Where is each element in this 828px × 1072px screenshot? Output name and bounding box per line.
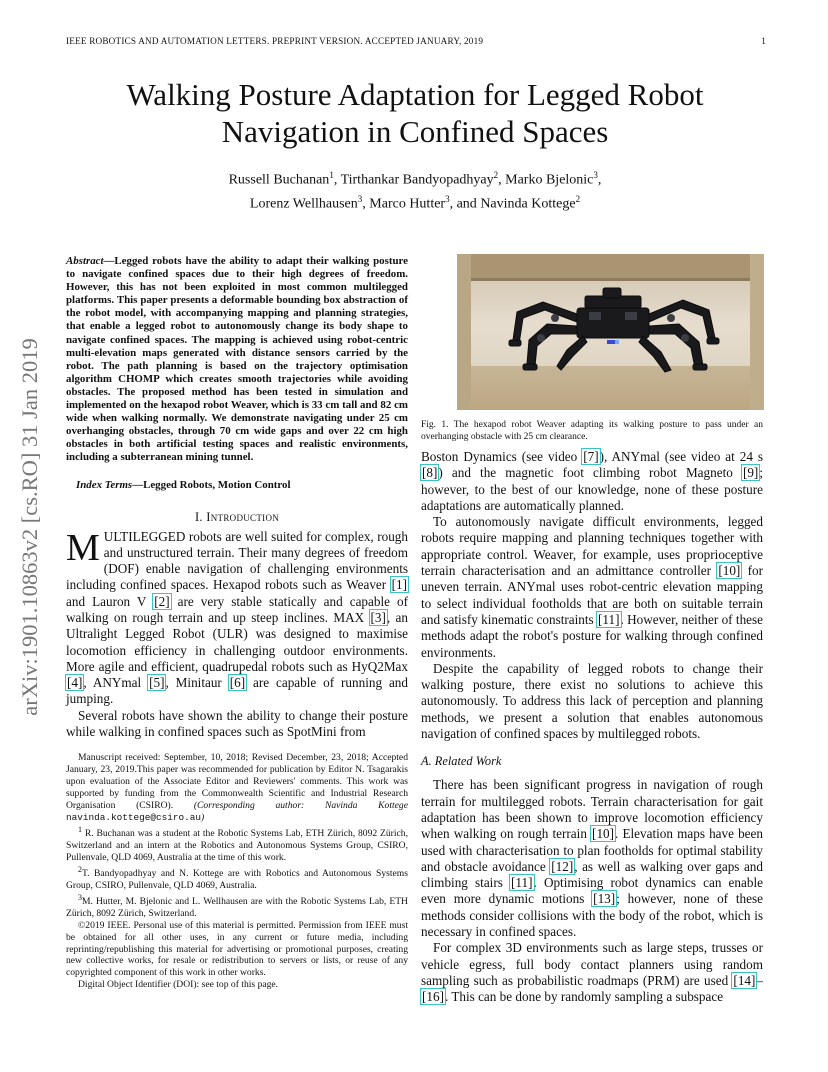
author-list: Russell Buchanan$^1$, Tirthankar Bandyopadhyay$^2$, Marko Bjelonic$^3$, Lorenz Wellhausen$^3$, Marco Hutter$^3$, and Navinda Kottege$^2$ — [228, 170, 602, 212]
text-run: are capable of running and jumping. — [66, 675, 408, 707]
text-run: , Minitaur — [165, 675, 229, 691]
index-terms-label: Index Terms — [76, 478, 133, 491]
author-name: Russell Buchanan — [228, 172, 330, 188]
text-run: For complex 3D environments such as large steps, trusses or vehicle egress, full body contact planners using random sampling such as probabilistic roadmaps (PRM) are used — [421, 940, 763, 988]
text-run: . However, neither of these methods adapt the robot's posture for walking through confined environments. — [421, 611, 763, 660]
abstract — [66, 255, 408, 465]
body-paragraph — [421, 514, 763, 661]
affiliation-mark: 2 — [493, 170, 499, 180]
section-heading-introduction — [66, 510, 408, 525]
text-run: are very stable statically and capable of walking on rough terrain and up steep inclines. MAX — [66, 593, 409, 625]
text-run: – — [756, 972, 763, 988]
citation-link[interactable]: [16] — [422, 989, 444, 1005]
text-run: . Elevation maps have been used with characterisation to plan footholds for optimal stability and obstacle avoidance — [421, 826, 763, 874]
paper-title — [80, 76, 750, 150]
copyright-note: ©2019 IEEE. Personal use of this material is permitted. Permission from IEEE must be obtained for all other uses, in any current or future media, including reprinting/republishing this material for advertising or promotional purposes, creating new collective works, for resale or redistribution to servers or lists, or reuse of any copyrighted component of this work in other works. — [66, 919, 408, 979]
affiliation-mark: 3 — [593, 170, 598, 180]
affiliation-mark: 3 — [357, 193, 363, 204]
author-name: Tirthankar Bandyopadhyay — [340, 172, 494, 188]
text-run: ) and the magnetic foot climbing robot Magneto — [438, 465, 742, 481]
page-number: 1 — [761, 36, 766, 46]
citation-link[interactable]: [13] — [593, 891, 616, 907]
doi-note: Digital Object Identifier (DOI): see top of this page. — [78, 979, 279, 991]
figure-caption: Fig. 1. The hexapod robot Weaver adapting its walking posture to pass under an overhanging obstacle with 25 cm clearance. — [421, 420, 763, 442]
affiliation-mark: 1 — [329, 170, 334, 180]
left-column — [66, 255, 408, 991]
text-run: , as well as walking over gaps and climbing stairs — [421, 858, 763, 891]
body-paragraph — [421, 449, 763, 514]
text-run: There has been significant progress in navigation of rough terrain for multilegged robots. Terrain characterisation for gait adaptation has been shown to improve locomotion efficiency when walking on rough terrain — [421, 777, 763, 842]
citation-link[interactable]: [10] — [718, 563, 741, 579]
text-run: and Lauron V — [66, 593, 154, 609]
text-run: M. Hutter, M. Bjelonic and L. Wellhausen are with the Robotic Systems Lab, ETH Zürich, 8092 Zürich, Switzerland. — [66, 895, 408, 919]
subsection-heading-related-work: A. Related Work — [421, 754, 502, 769]
footnotes — [66, 752, 408, 991]
text-run: ; however, none of these methods consider collisions with the body of the robot, which is necessary in confined spaces. — [421, 891, 763, 940]
contact-email[interactable]: navinda.kottege@csiro.au — [66, 811, 202, 823]
text-run: To autonomously navigate difficult environments, legged robots require mapping and planning techniques together with appropriate control. Weaver, for example, uses proprioceptive terrain characterisation and an admittance controller — [421, 514, 763, 579]
abstract-text: —Legged robots have the ability to adapt their walking posture to navigate confined spaces due to their high degrees of freedom. However, this has not been exploited in most common multilegged platforms. This paper presents a deformable bounding box abstraction of the robot model, with accompanying mapping and planning strategies, that enable a legged robot to autonomously change its body shape to navigate confined spaces. The mapping is achieved using robot-centric multi-elevation maps generated with distance sensors carried by the robot. The path planning is based on the trajectory optimisation algorithm CHOMP which creates smooth trajectories while avoiding obstacles. The proposed method has been tested in simulation and implemented on the hexapod robot Weaver, which is 33 cm tall and 82 cm wide when walking normally. We demonstrate navigating under 25 cm overhanging obstacles, through 70 cm wide gaps and over 22 cm high obstacles in both artificial testing spaces and realistic environments, including a subterranean mining tunnel. — [66, 255, 408, 464]
abstract-label: Abstract — [66, 255, 104, 267]
body-paragraph: Despite the capability of legged robots to change their walking posture, there exist no solutions to achieve this autonomously. To address this lack of perception and planning methods, we present a solution that enables autonomous navigation of confined spaces by multilegged robots. — [421, 660, 763, 742]
citation-link[interactable]: [10] — [592, 826, 615, 842]
figure-1 — [457, 254, 795, 410]
section-number: I. — [194, 509, 207, 524]
citation-link[interactable]: [8] — [422, 465, 438, 481]
affiliation-footnote — [66, 864, 408, 892]
drop-cap: M — [66, 526, 100, 569]
section-title: Introduction — [206, 509, 280, 524]
robot-photo — [457, 254, 764, 410]
citation-link[interactable]: [12] — [551, 858, 574, 874]
citation-link[interactable]: [2] — [154, 593, 170, 609]
text-run: ; however, to the best of our knowledge, none of these posture adaptations are automatically planned. — [421, 465, 763, 513]
author-name: Navinda Kottege — [480, 196, 576, 212]
citation-link[interactable]: [11] — [598, 611, 620, 627]
affiliation-footnote — [66, 824, 408, 864]
text-run: ULTILEGGED robots are well suited for complex, rough and unstructured terrain. Their many degrees of freedom (DOF) enable navigation of challenging environments including confined spaces. Hexapod robots such as Weaver — [66, 528, 408, 593]
title-line-2: Navigation in Confined Spaces — [221, 114, 609, 149]
running-head — [66, 36, 766, 50]
citation-link[interactable]: [3] — [370, 609, 386, 625]
citation-link[interactable]: [6] — [229, 675, 246, 691]
author-name: Lorenz Wellhausen — [249, 196, 358, 212]
journal-header: IEEE ROBOTICS AND AUTOMATION LETTERS. PREPRINT VERSION. ACCEPTED JANUARY, 2019 — [66, 36, 484, 46]
index-terms — [76, 479, 408, 492]
citation-link[interactable]: [14] — [733, 972, 756, 988]
manuscript-note — [66, 752, 408, 823]
hexapod-robot-image — [457, 254, 764, 410]
title-line-1: Walking Posture Adaptation for Legged Robot — [126, 77, 704, 112]
text-run: Boston Dynamics (see video — [421, 449, 583, 464]
affiliation-mark: 2 — [575, 193, 581, 204]
citation-link[interactable]: [4] — [67, 675, 83, 691]
text-run: ) — [201, 811, 205, 823]
index-terms-text: —Legged Robots, Motion Control — [132, 478, 291, 491]
text-run: , ANYmal — [83, 675, 149, 691]
intro-paragraph: Several robots have shown the ability to change their posture while walking in confined spaces such as SpotMini from — [66, 707, 408, 740]
text-run: Manuscript received: September, 10, 2018; Revised December, 23, 2018; Accepted January, 23, 2019.This paper was recommended for publication by Editor N. Tsagarakis upon evaluation of the Associate Editor and Reviewers' comments. This work was supported by funding from the Commonwealth Scientific and Industrial Research Organisation (CSIRO). — [66, 752, 408, 811]
text-run: . Optimising robot dynamics can enable even more dynamic motions — [421, 875, 763, 907]
body-paragraph — [421, 777, 763, 940]
arxiv-stamp — [10, 292, 50, 762]
text-run: , an Ultralight Legged Robot (ULR) was designed to maximise locomotion efficiency in challenging outdoor environments. More agile and efficient, quadrupedal robots such as HyQ2Max — [66, 609, 408, 674]
author-name: Marko Bjelonic — [505, 172, 594, 188]
citation-link[interactable]: [11] — [511, 875, 533, 891]
affiliation-mark: 3 — [445, 193, 450, 204]
citation-link[interactable]: [1] — [391, 577, 407, 593]
text-run: T. Bandyopadhyay and N. Kottege are with Robotics and Autonomous Systems Group, CSIRO, Pullenvale, QLD 4069, Australia. — [66, 867, 408, 891]
text-run: ), ANYmal (see video at 24 s — [599, 449, 764, 464]
citation-link[interactable]: [9] — [742, 465, 759, 481]
right-column — [421, 254, 763, 1006]
affiliation-footnote — [66, 892, 408, 920]
citation-link[interactable]: [5] — [149, 675, 165, 691]
footnote-mark: 2 — [78, 864, 82, 874]
intro-paragraph — [66, 526, 409, 708]
footnote-mark: 3 — [78, 892, 82, 902]
text-run: (Corresponding author: Navinda Kottege — [193, 799, 408, 811]
text-run: R. Buchanan was a student at the Robotic Systems Lab, ETH Zürich, 8092 Zürich, Switzerland and an intern at the Robotics and Autonomous Systems Group, CSIRO, Pullenvale, QLD 4069, Australia at the time of this work. — [66, 827, 408, 863]
text-run: . This can be done by randomly sampling a subspace — [444, 989, 724, 1005]
citation-link[interactable]: [7] — [583, 449, 599, 464]
arxiv-identifier: arXiv:1901.10863v2 [cs.RO] 31 Jan 2019 — [17, 338, 42, 716]
footnote-mark: 1 — [78, 824, 82, 834]
body-paragraph — [421, 940, 763, 1005]
text-run: for uneven terrain. ANYmal uses robot-centric elevation mapping to select individual footholds that are both on suitable terrain and satisfy kinematic constraints — [421, 563, 763, 627]
author-name: Marco Hutter — [369, 196, 446, 212]
